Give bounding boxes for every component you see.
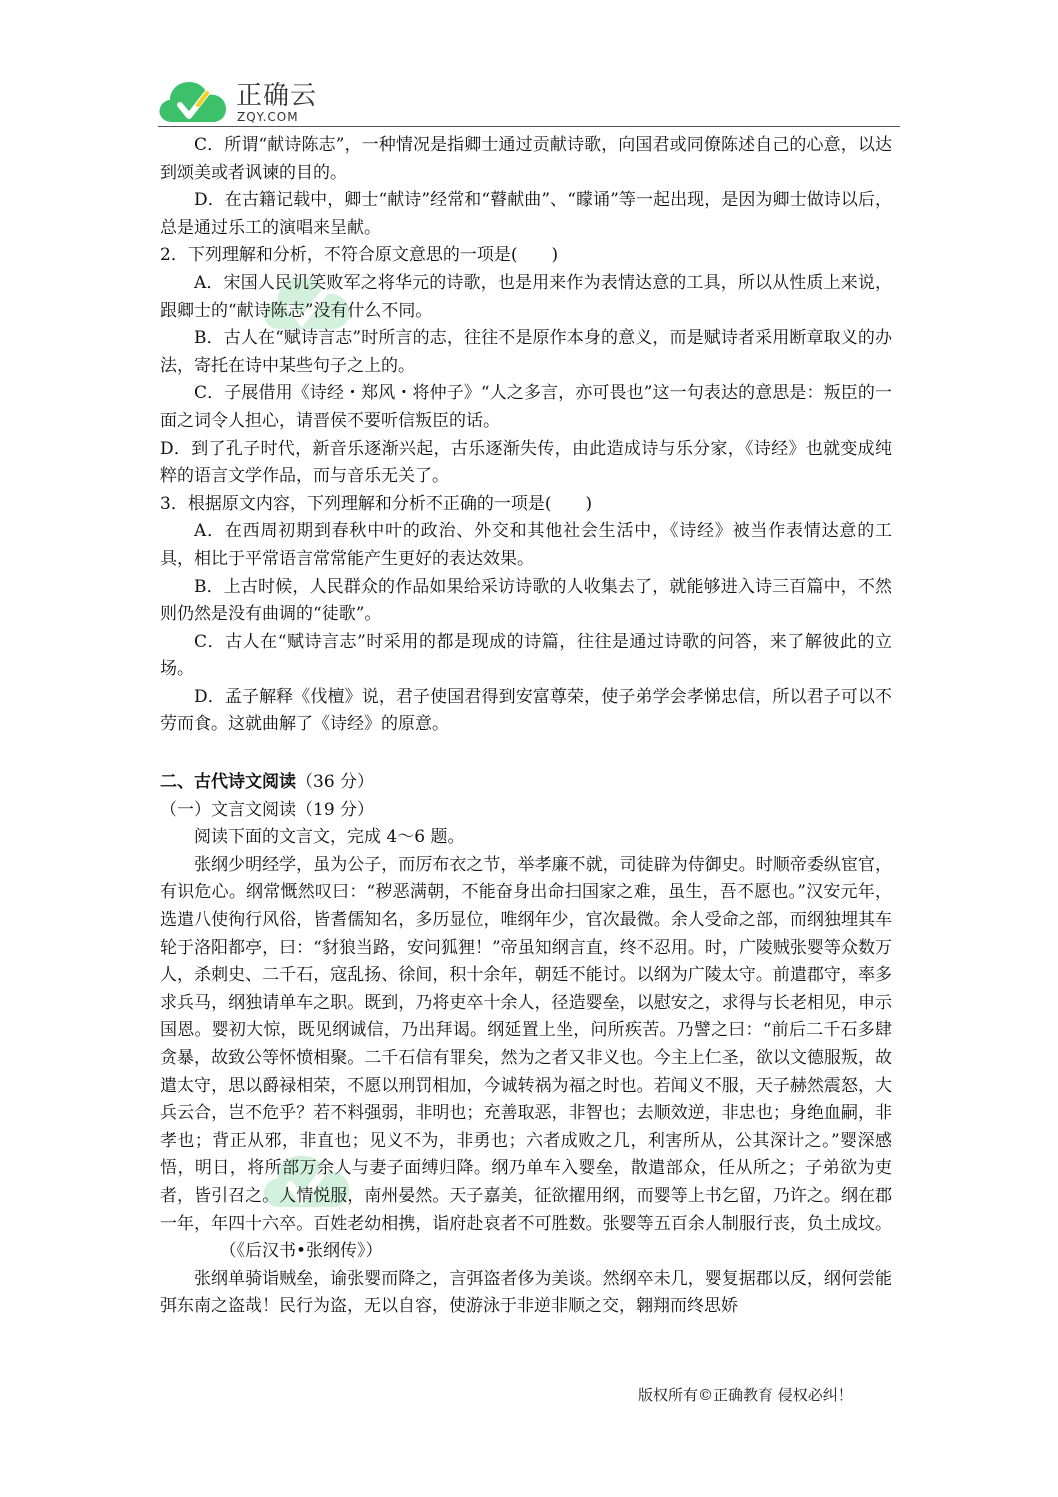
subsection-heading: （一）文言文阅读（19 分） [160, 799, 375, 820]
q1-option-d: D．在古籍记载中，卿士“献诗”经常和“瞽献曲”、“矇诵”等一起出现，是因为卿士做诗以后，总是通过乐工的演唱来呈献。 [160, 190, 892, 238]
q3-stem: 3．根据原文内容，下列理解和分析不正确的一项是( ) [160, 493, 593, 514]
q2-option-a: A．宋国人民讥笑败军之将华元的诗歌，也是用来作为表情达意的工具，所以从性质上来说，跟卿士的“献诗陈志”没有什么不同。 [160, 272, 892, 321]
brand-name: 正确云 [236, 81, 318, 111]
q2-option-b: B．古人在“赋诗言志”时所言的志，往往不是原作本身的意义，而是赋诗者采用断章取义的办法，寄托在诗中某些句子之上的。 [160, 328, 892, 376]
commentary-passage: 张纲单骑诣贼垒，谕张婴而降之，言弭盗者侈为美谈。然纲卒未几，婴复据郡以反，纲何尝能弭东南之盗哉！民行为盗，无以自容，使游泳于非逆非顺之交，翱翔而终思娇 [160, 1268, 892, 1317]
section-heading [160, 769, 892, 797]
q2-option-c: C．子展借用《诗经・郑风・将仲子》“人之多言，亦可畏也”这一句表达的意思是：叛臣的一面之词令人担心，请晋侯不要听信叛臣的话。 [160, 383, 892, 431]
brand-domain: ZQY.COM [237, 110, 299, 124]
section-title: 二、古代诗文阅读 [160, 772, 296, 793]
cloud-check-logo-icon [158, 78, 228, 124]
page-header [158, 78, 900, 128]
passage-text: 张纲少明经学，虽为公子，而厉布衣之节，举孝廉不就，司徒辟为侍御史。时顺帝委纵宦官，有识危心。纲常慨然叹曰：“秽恶满朝，不能奋身出命扫国家之难，虽生，吾不愿也。”汉安元年，选遣八使徇行风俗，皆耆儒知名，多历显位，唯纲年少，官次最微。余人受命之部，而纲独埋其车轮于洛阳都亭，曰：“豺狼当路，安问狐狸！”帝虽知纲言直，终不忍用。时，广陵贼张婴等众数万人，杀刺史、二千石，寇乱扬、徐间，积十余年，朝廷不能讨。以纲为广陵太守。前遣郡守，率多求兵马，纲独请单车之职。既到，乃将吏卒十余人，径造婴垒，以慰安之，求得与长老相见，申示国恩。婴初大惊，既见纲诚信，乃出拜谒。纲延置上坐，问所疾苦。乃譬之曰：“前后二千石多肆贪暴，故致公等怀愤相聚。二千石信有罪矣，然为之者又非义也。今主上仁圣，欲以文德服叛，故遣太守，思以爵禄相荣，不愿以刑罚相加，今诚转祸为福之时也。若闻义不服，天子赫然震怒，大兵云合，岂不危乎？若不料强弱，非明也；充善取恶，非智也；去顺效逆，非忠也；身绝血嗣，非孝也；背正从邪，非直也；见义不为，非勇也；六者成败之几，利害所从，公其深计之。”婴深感悟，明日，将所部万余人与妻子面缚归降。纲乃单车入婴垒，散遣部众，任从所之；子弟欲为吏者，皆引召之。人情悦服，南州晏然。天子嘉美，征欲擢用纲，而婴等上书乞留，乃许之。纲在郡一年，年四十六卒。百姓老幼相携，诣府赴哀者不可胜数。张婴等五百余人制服行丧，负土成坟。 [160, 854, 892, 1234]
section-gap [160, 739, 892, 769]
q1-option-c: C．所谓“献诗陈志”，一种情况是指卿士通过贡献诗歌，向国君或同僚陈述自己的心意，以达到颂美或者讽谏的目的。 [160, 135, 892, 183]
q3-option-d: D．孟子解释《伐檀》说，君子使国君得到安富尊荣，使子弟学会孝悌忠信，所以君子可以不劳而食。这就曲解了《诗经》的原意。 [160, 686, 892, 735]
q2-stem: 2．下列理解和分析，不符合原文意思的一项是( ) [160, 245, 559, 266]
document-body [160, 132, 892, 1321]
reading-instruction: 阅读下面的文言文，完成 4～6 题。 [194, 827, 465, 848]
classical-passage [160, 852, 892, 1266]
section-score: （36 分） [296, 772, 375, 793]
q3-option-b: B．上古时候，人民群众的作品如果给采访诗歌的人收集去了，就能够进入诗三百篇中，不然则仍然是没有曲调的“徒歌”。 [160, 576, 892, 625]
header-divider [158, 126, 900, 127]
copyright-footer: 版权所有©正确教育 侵权必纠！ [638, 1386, 853, 1404]
q2-option-d: D．到了孔子时代，新音乐逐渐兴起，古乐逐渐失传，由此造成诗与乐分家，《诗经》也就变成纯粹的语言文学作品，而与音乐无关了。 [160, 438, 892, 487]
q3-option-a: A．在西周初期到春秋中叶的政治、外交和其他社会生活中，《诗经》被当作表情达意的工具，相比于平常语言常常能产生更好的表达效果。 [160, 521, 892, 569]
passage-source: （《后汉书•张纲传》） [219, 1241, 383, 1262]
q3-option-c: C．古人在“赋诗言志”时采用的都是现成的诗篇，往往是通过诗歌的问答，来了解彼此的立场。 [160, 631, 892, 680]
